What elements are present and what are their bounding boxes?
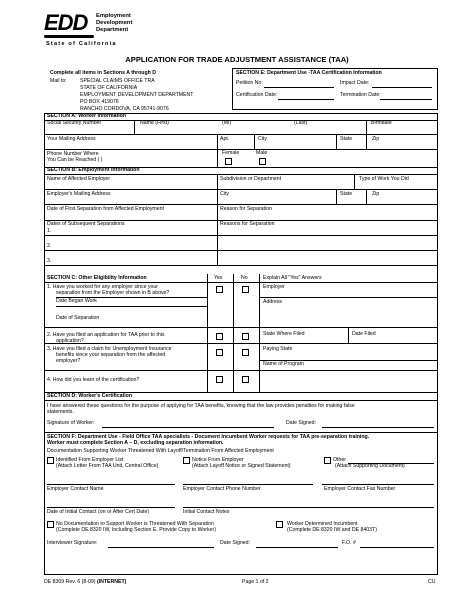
rule [44,189,438,190]
logo-line-3: Department [96,27,129,33]
rule [366,134,367,149]
q2-no-checkbox[interactable] [242,333,249,340]
section-b-title: SECTION B: Employment Information [47,167,140,173]
rule [254,134,255,149]
cert-date-label: Certification Date: [236,92,278,98]
contact-name-label: Employer Contact Name [47,486,104,492]
state-filed-label: State Where Filed [263,331,305,337]
notice-label: Notice From Employer [192,457,244,463]
male-label: Male [256,150,268,156]
mail-line-5: RANCHO CORDOVA, CA 95741-9076 [80,106,169,112]
form-number [44,580,126,586]
other-label: Other [333,457,346,463]
rule [354,174,355,189]
subsequent-separations-label: Dates of Subsequent Separations [47,221,125,227]
interviewer-date-field[interactable] [256,547,338,548]
q1-yes-checkbox[interactable] [216,286,223,293]
other-checkbox[interactable] [324,457,331,464]
rule [348,327,349,343]
employer-list-label: Identified From Employer List [56,457,124,463]
rule [134,120,135,134]
birthdate-label: Birthdate [371,120,392,126]
mi-label: (MI) [222,120,232,126]
employer-name-label: Name of Affected Employer [47,176,111,182]
impact-field[interactable] [372,87,432,88]
rule [44,400,438,401]
other-note: (Attach Supporting Document) [335,463,405,469]
rule [44,282,438,283]
rule [217,149,218,167]
rule [44,250,438,251]
mailing-address-label: Your Mailing Address [47,136,96,142]
yes-header: Yes [214,275,223,281]
initial-contact-label: Date of Initial Contact (on or After Cert Date) [47,509,150,515]
rule [366,189,367,204]
q2-line-2: application? [56,338,84,344]
logo-line-2: Development [96,20,133,26]
apt-label: Apt. [220,136,230,142]
incumbent-checkbox[interactable] [276,521,283,528]
incumbent-label: Worker Determined Incumbent [287,521,358,527]
q2-line-1: 2. Have you filed an application for TAA prior to this [47,332,165,338]
q4-yes-checkbox[interactable] [216,376,223,383]
rule [259,274,260,392]
contact-fax-field[interactable] [322,484,434,485]
cert-date-field[interactable] [278,99,334,100]
work-type-label: Type of Work You Did [359,176,409,182]
mail-to-label: Mail to: [50,78,67,84]
contact-phone-label: Employer Contact Phone Number [183,486,261,492]
zip-label: Zip [372,136,380,142]
paying-state-label: Paying State [263,346,293,352]
section-f-title-2: Worker must complete Section A – D, excluding separation information. [47,440,224,446]
logo-line-1: Employment [96,13,131,19]
rule [233,274,234,392]
subsequent-row-1: 1. [47,228,52,234]
rule [336,134,337,149]
mail-line-4: PO BOX 419076 [80,99,119,105]
notice-note: (Attach Layoff Notice or Signed Statement) [192,463,291,469]
fo-number-field[interactable] [360,547,434,548]
initial-notes-field[interactable] [183,507,434,508]
contact-phone-field[interactable] [183,484,313,485]
separation-reasons-label: Reasons for Separation [220,221,275,227]
program-name-label: Name of Program [263,361,304,367]
employer-city-label: City [220,191,229,197]
cu-code: CU [428,579,436,585]
date-began-work-label: Date Began Work [56,298,97,304]
separation-reason-label: Reason for Separation [220,206,272,212]
rule [44,235,438,236]
q4-label: 4. How did you learn of the certification? [47,377,140,383]
form-number-text: DE 8309 Rev. 6 (8-09) [44,579,96,585]
incumbent-note: (Complete DE 8320 IW and DE 8403T) [287,527,377,533]
petition-field[interactable] [264,87,334,88]
documentation-heading: Documentation Supporting Worker Threatened With Layoff/Termination From Affected Employment [47,448,274,454]
employer-state-label: State [340,191,353,197]
female-label: Female [222,150,240,156]
certification-text-2: statements. [47,409,74,415]
rule [44,265,438,266]
employer-zip-label: Zip [372,191,380,197]
mail-line-1: SPECIAL CLAIMS OFFICE TRA [80,78,155,84]
section-a-title: SECTION A: Worker Information [47,113,126,119]
q1-line-1: 1. Have you worked for any employer since your [47,284,159,290]
interviewer-signature-field[interactable] [108,547,214,548]
rule [44,370,438,371]
rule [207,274,208,392]
phone-label-2: You Can be Reached ( ) [47,157,103,163]
term-date-label: Termination Date: [340,92,381,98]
employer-list-checkbox[interactable] [47,457,54,464]
q3-line-1: 3. Have you filed a claim for Unemployment Insurance [47,346,172,352]
q1-address-label: Address [263,299,283,305]
page-number: Page 1 of 2 [242,579,269,585]
logo-state: State of California [46,41,117,47]
rule [44,432,438,433]
female-checkbox[interactable] [225,158,232,165]
rule [56,306,207,307]
q1-no-checkbox[interactable] [242,286,249,293]
rule [217,134,218,149]
rule [259,297,438,298]
rule [366,120,367,134]
date-filed-label: Date Filed [352,331,376,337]
section-e-title: SECTION E: Department Use -TAA Certification Information [236,70,382,76]
subsequent-row-3: 3. [47,258,52,264]
q3-line-2: benefits since your separation from the affected [56,352,166,358]
edd-logo-swoosh [44,35,94,38]
explain-header: Explain All "Yes" Answers [263,275,322,281]
term-date-field[interactable] [380,99,432,100]
certification-text-1: I have answered these questions for the purpose of applying for TAA benefits, knowing that the law provides penalties for making false [47,403,355,409]
q2-yes-checkbox[interactable] [216,333,223,340]
section-d-title: SECTION D: Worker's Certification [47,393,133,399]
ssn-label: Social Security Number [47,120,102,126]
worker-date-field[interactable] [322,427,434,428]
rule [336,189,337,204]
contact-fax-label: Employer Contact Fax Number [324,486,396,492]
city-label: City [258,136,267,142]
q3-no-checkbox[interactable] [242,349,249,356]
mailbox-heading: Complete all items in Sections A through D [50,70,156,76]
worker-signature-label: Signature of Worker: [47,420,95,426]
rule [44,204,438,205]
impact-label: Impact Date: [340,80,370,86]
worker-date-signed-label: Date Signed: [286,420,316,426]
petition-label: Petition No: [236,80,263,86]
state-label: State [340,136,353,142]
rule [44,343,438,344]
interviewer-signature-label: Interviewer Signature: [47,540,98,546]
initial-notes-label: Initial Contact Notes [183,509,230,515]
rule [44,149,438,150]
mail-line-2: STATE OF CALIFORNIA [80,85,138,91]
rule [44,174,438,175]
fo-number-label: F.O. # [342,540,356,546]
subdivision-label: Subdivision or Department [220,176,282,182]
section-c-title: SECTION C: Other Eligibility Information [47,275,147,281]
date-of-separation-label: Date of Separation [56,315,100,321]
q3-line-3: employer? [56,358,81,364]
rule [44,134,438,135]
no-documentation-label: No Documentation to Support Worker is Threatened With Separation [56,521,214,527]
q3-yes-checkbox[interactable] [216,349,223,356]
worker-signature-field[interactable] [102,427,274,428]
employer-list-note: (Attach Letter From TAA Unit, Central Office) [56,463,159,469]
rule [217,235,218,265]
no-header: No [241,275,248,281]
edd-logo-text: EDD [44,10,88,35]
q1-line-2: separation from the Employer shown in B above? [56,290,170,296]
interviewer-date-label: Date Signed: [220,540,250,546]
no-documentation-note: (Complete DE 8320 IW, Including Section E. Provide Copy to Worker) [56,527,216,533]
notice-checkbox[interactable] [183,457,190,464]
male-checkbox[interactable] [259,158,266,165]
q1-employer-label: Employer [263,284,285,290]
first-separation-label: Date of First Separation from Affected Employment [47,206,164,212]
initial-contact-field[interactable] [47,507,175,508]
contact-name-field[interactable] [47,484,175,485]
q4-no-checkbox[interactable] [242,376,249,383]
rule [44,327,438,328]
employer-address-label: Employer's Mailing Address [47,191,111,197]
subsequent-row-2: 2. [47,243,52,249]
phone-label-1: Phone Number Where [47,151,99,157]
internet-tag: (INTERNET) [96,579,127,585]
edd-logo [44,10,154,50]
form-title: APPLICATION FOR TRADE ADJUSTMENT ASSISTANCE (TAA) [125,55,349,64]
mail-line-3: EMPLOYMENT DEVELOPMENT DEPARTMENT [80,92,194,98]
last-name-label: (Last) [294,120,308,126]
section-f-title-1: SECTION F: Department Use - Field Office TAA specialists - Document Incumbent Worker requests for TAA pre-separation training. [47,434,370,440]
first-name-label: Name (First) [140,120,169,126]
no-documentation-checkbox[interactable] [47,521,54,528]
